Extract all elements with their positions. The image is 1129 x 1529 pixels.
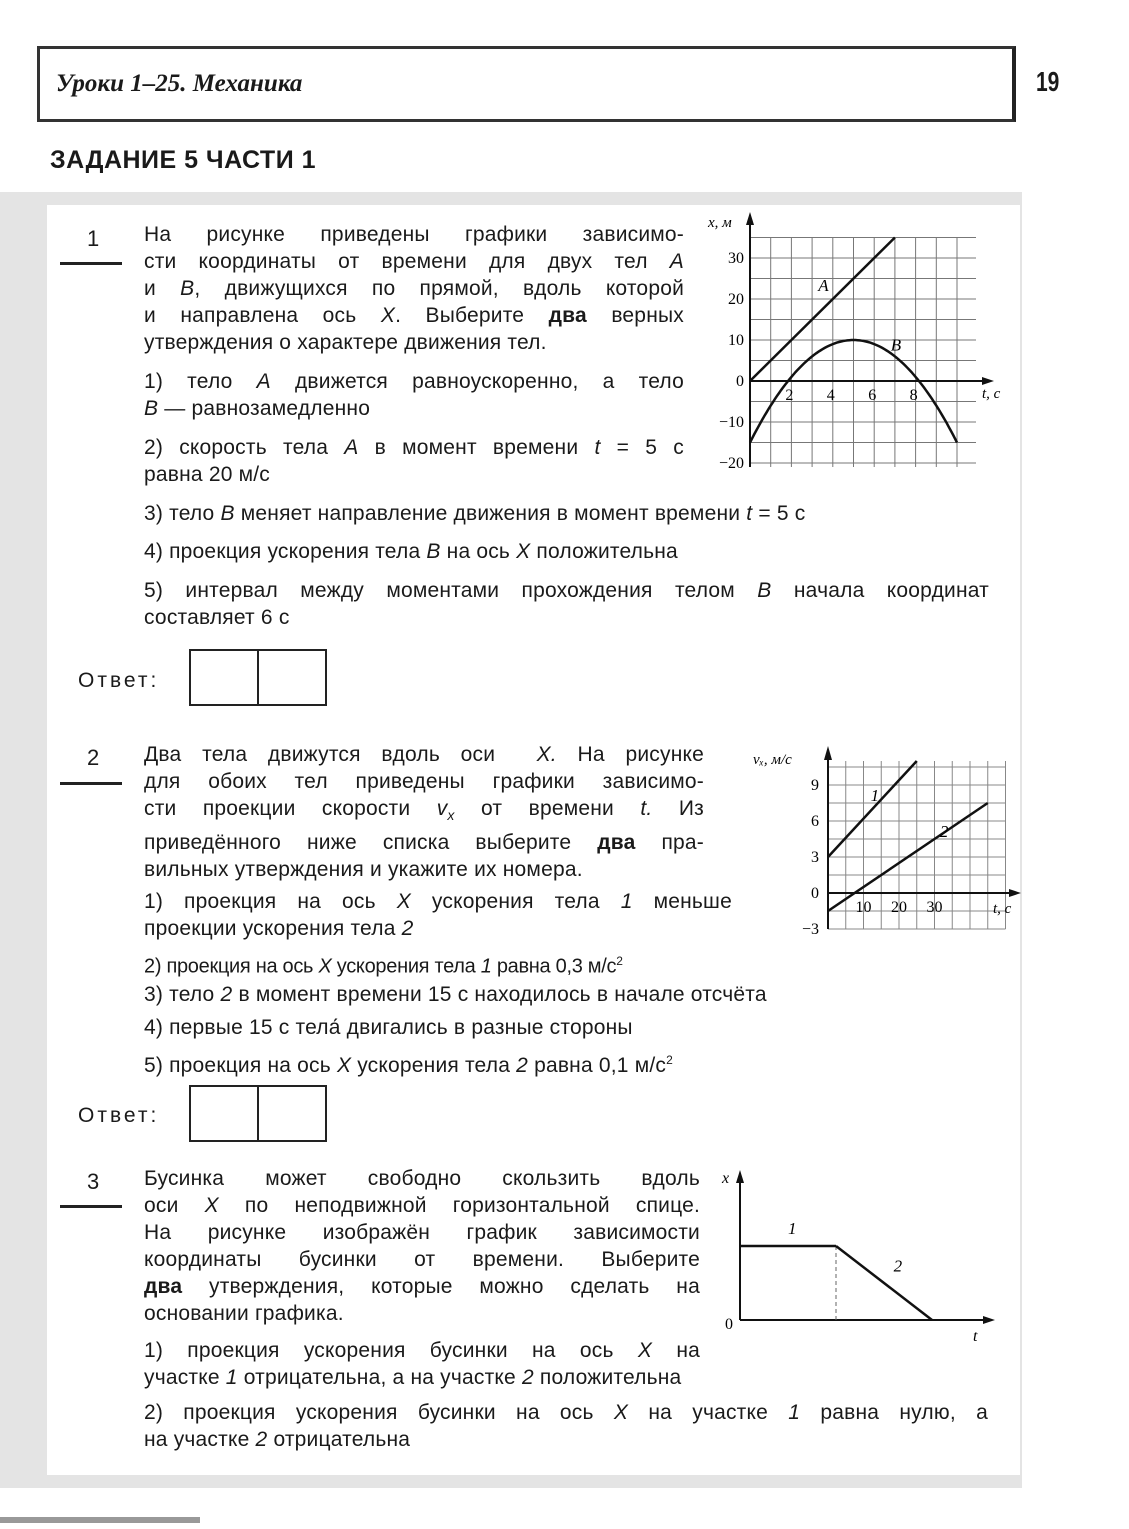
series-1-label: 1 [870,786,880,805]
q2-option-2: 2) проекция на ось X ускорения тела 1 равна 0,3 $м/с^2$ [144,954,623,978]
answer-cell[interactable] [259,1087,325,1140]
answer-cell[interactable] [191,1087,259,1140]
y-tick-label: 10 [728,332,744,349]
question-2-number: 2 [87,745,100,770]
q3-option-1: 1) проекция ускорения бусинки на ось X на [144,1339,700,1362]
q1-option-5: 5) интервал между моментами прохождения телом B начала координат составляет 6 с [144,579,989,629]
question-3-text: Бусинка может свободно скользить вдоль оси X по неподвижной горизонтальной спице. На рисунке изображён график зависимости координаты бусинки от времени. Выберите два утверждения, которые можно сделать на основании графика. [144,1167,700,1325]
y-tick-label: −3 [801,921,819,938]
series-1-line [828,761,917,857]
q1-option-2: 2) скорость тела A в момент времени t = 5 с равна 20 м/с [144,436,684,486]
q1-option-4: 4) проекция ускорения тела B на ось X положительна [144,540,678,563]
x-axis-label: t, с [993,901,1012,917]
question-3-underline [60,1205,122,1208]
q1-line: и направлена ось X. Выберите два верных [144,304,684,327]
q3-option-2: 2) проекция ускорения бусинки на ось X на участке 1 равна нулю, а на участке 2 отрицательна [144,1401,988,1451]
segment-2-line [836,1246,932,1320]
q1-option-1: 1) тело A движется равноускоренно, а тело B — равнозамедленно [144,370,684,420]
y-axis-arrow [746,212,754,225]
answer-cell[interactable] [191,651,259,704]
q1-line: сти координаты от времени для двух тел A [144,250,684,273]
series-b-label: B [890,335,902,355]
origin-label: 0 [725,1316,733,1333]
y-tick-label: 0 [811,885,819,902]
x-axis-arrow [1009,889,1021,897]
x-tick-label: 20 [891,899,907,916]
series-a-label: A [818,275,829,295]
question-1-underline [60,262,122,265]
chart-2 [745,740,1023,940]
y-tick-label: 30 [728,250,744,267]
question-2-text: Два тела движутся вдоль оси X. На рисунке для обоих тел приведены графики зависимо- сти проекции скорости $v_x$ от времени t. Из приведённого ниже списка выберите два пра- вильных утверждения и укажите их номера. [144,743,704,882]
x-tick-label: 10 [855,899,872,916]
q1-line: и B, движущихся по прямой, вдоль которой [144,277,685,300]
y-axis-label: x, м [708,215,732,231]
q1-line: утверждения о характере движения тел. [144,331,547,354]
y-axis-arrow [736,1170,744,1183]
y-tick-label: −10 [718,414,744,431]
chart-2-series [828,761,988,911]
header-title: Уроки 1–25. Механика [56,70,303,97]
x-tick-label: 8 [909,387,918,404]
x-tick-label: 30 [926,899,943,916]
question-1-text [144,221,684,356]
bottom-rule [0,1517,200,1523]
answer-box-2[interactable] [189,1085,327,1142]
q2-option-5: 5) проекция на ось X ускорения тела 2 равна 0,1 $м/с^2$ [144,1053,673,1077]
y-axis-arrow [824,746,832,760]
chart-3 [715,1165,995,1345]
y-tick-label: 6 [811,813,819,830]
answer-cell[interactable] [259,651,325,704]
chart-1 [700,205,1020,480]
chart-1-grid [750,237,976,467]
x-axis-label: t [973,1328,978,1345]
x-tick-label: 4 [826,387,835,404]
series-2-label: 2 [939,822,949,841]
question-1-number: 1 [87,226,100,251]
y-axis-label: vₓ, м/с [753,752,792,768]
q3-option-1-cont: участке 1 отрицательна, а на участке 2 положительна [144,1366,682,1389]
x-tick-label: 6 [868,387,877,404]
chart-2-axes [824,746,1021,929]
section-title: ЗАДАНИЕ 5 ЧАСТИ 1 [50,146,317,174]
y-tick-label: 9 [811,777,819,794]
y-axis-label: x [722,1170,730,1187]
answer-box-1[interactable] [189,649,327,706]
x-axis-arrow [982,377,994,385]
question-3-number: 3 [87,1169,100,1194]
y-tick-label: 20 [728,291,744,308]
x-axis-arrow [983,1316,995,1324]
y-tick-label: −20 [718,455,744,472]
answer-label-1: Ответ: [78,669,160,692]
x-tick-label: 2 [785,387,794,404]
segment-1-label: 1 [788,1219,797,1238]
x-axis-label: t, с [982,386,1001,402]
q2-option-1: 1) проекция на ось X ускорения тела 1 меньше проекции ускорения тела 2 [144,890,732,940]
y-tick-label: 3 [811,849,819,866]
question-2-underline [60,782,122,785]
q1-line: На рисунке приведены графики зависимо- [144,223,684,246]
chart-2-labels [753,752,1012,938]
page-number: 19 [1036,66,1060,97]
series-a-line [750,238,895,382]
segment-2-label: 2 [893,1256,903,1276]
q2-option-3: 3) тело 2 в момент времени 15 с находилось в начале отсчёта [144,983,767,1006]
y-tick-label: 0 [736,373,744,390]
q2-option-4: 4) первые 15 с тела́ двигались в разные стороны [144,1016,633,1039]
answer-label-2: Ответ: [78,1104,160,1127]
q1-option-3: 3) тело B меняет направление движения в момент времени t = 5 с [144,502,806,525]
